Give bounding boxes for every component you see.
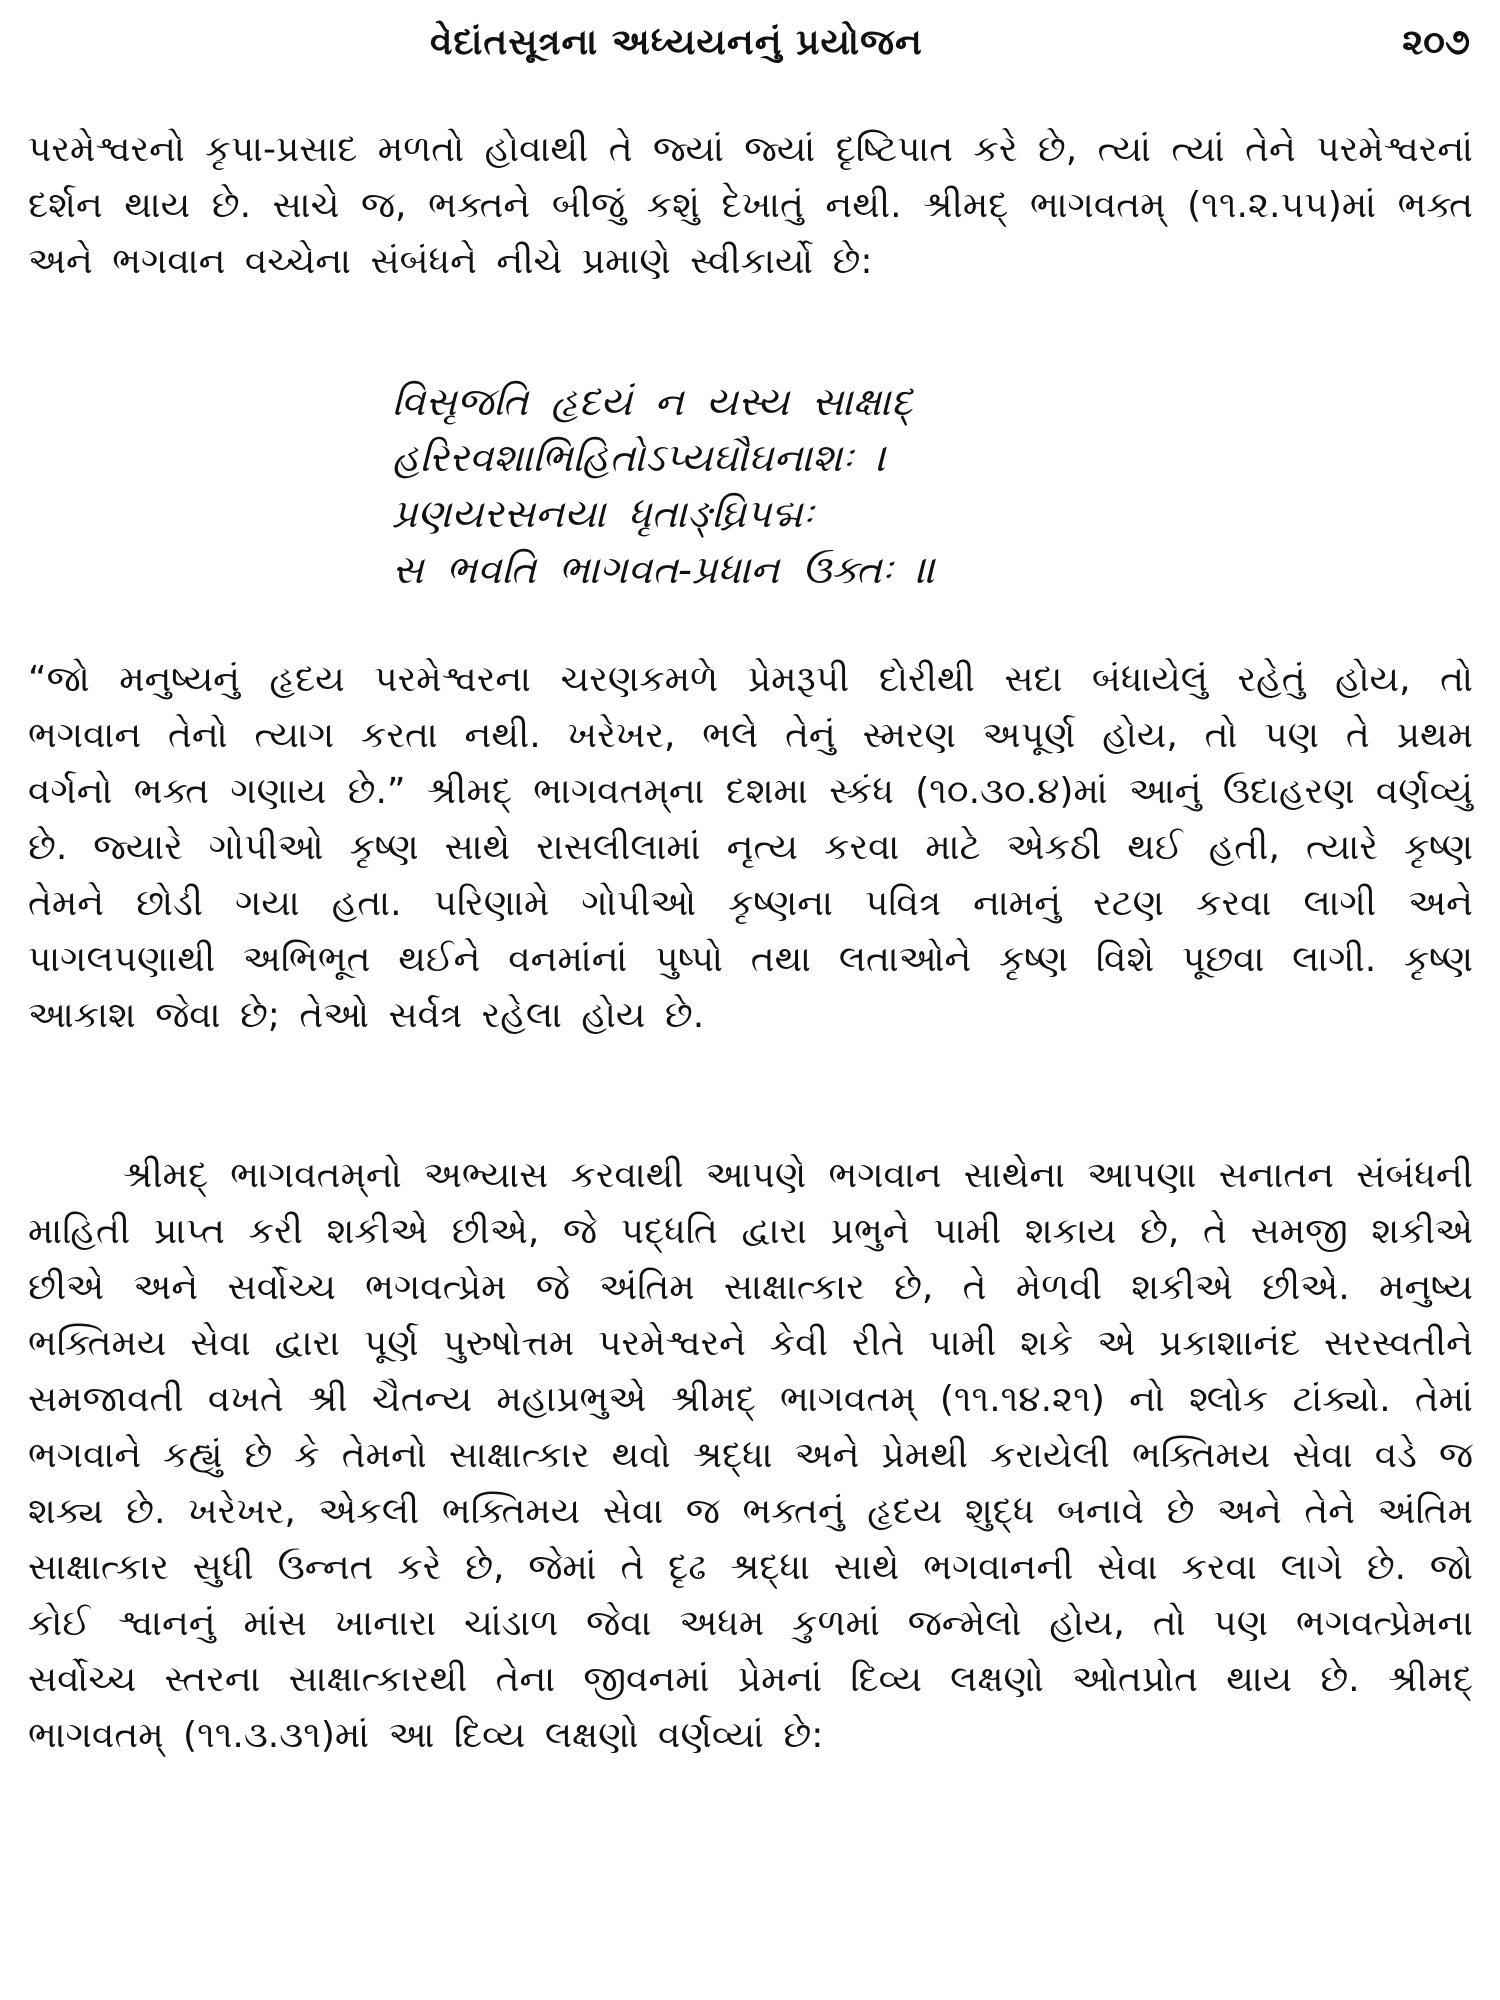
verse-line-4: સ ભવતિ ભાગવત-પ્રધાન ઉક્તઃ ॥ (392, 548, 936, 593)
verse-line-2: હરિરવશાભિહિતોઽપ્યઘૌઘનાશઃ । (392, 436, 887, 481)
verse-line-3: પ્રણયરસનયા ધૃતાઙ્‌ઘ્રિપદ્મઃ (392, 492, 814, 537)
chapter-title: વેદાંતસૂત્રના અધ્યયનનું પ્રયોજન (430, 22, 923, 63)
paragraph-3: શ્રીમદ્ ભાગવતમ્‌નો અભ્યાસ કરવાથી આપણે ભગવાન સાથેના આપણા સનાતન સંબંધની માહિતી પ્રાપ્ત કરી શકીએ છીએ, જે પદ્ધતિ દ્વારા પ્રભુને પામી શકાય છે, તે સમજી શકીએ છીએ અને સર્વોચ્ચ ભગવત્પ્રેમ જે અંતિમ સાક્ષાત્કાર છે, તે મેળવી શકીએ છીએ. મનુષ્ય ભક્તિમય સેવા દ્વારા પૂર્ણ પુરુષોત્તમ પરમેશ્વરને કેવી રીતે પામી શકે એ પ્રકાશાનંદ સરસ્વતીને સમજાવતી વખતે શ્રી ચૈતન્ય મહાપ્રભુએ શ્રીમદ્ ભાગવતમ્ (૧૧.૧૪.૨૧) નો શ્લોક ટાંક્યો. તેમાં ભગવાને કહ્યું છે કે તેમનો સાક્ષાત્કાર થવો શ્રદ્ધા અને પ્રેમથી કરાયેલી ભક્તિમય સેવા વડે જ શક્ય છે. ખરેખર, એકલી ભક્તિમય સેવા જ ભક્તનું હૃદય શુદ્ધ બનાવે છે અને તેને અંતિમ સાક્ષાત્કાર સુધી ઉન્નત કરે છે, જેમાં તે દૃઢ શ્રદ્ધા સાથે ભગવાનની સેવા કરવા લાગે છે. જો કોઈ શ્વાનનું માંસ ખાનારા ચાંડાળ જેવા અધમ કુળમાં જન્મેલો હોય, તો પણ ભગવત્પ્રેમના સર્વોચ્ચ સ્તરના સાક્ષાત્કારથી તેના જીવનમાં પ્રેમનાં દિવ્ય લક્ષણો ઓતપ્રોત થાય છે. શ્રીમદ્ ભાગવતમ્ (૧૧.૩.૩૧)માં આ દિવ્ય લક્ષણો વર્ણવ્યાં છે: (28, 1155, 1473, 1756)
verse-line-1: વિસૃજતિ હૃદયં ન યસ્ય સાક્ષાદ્ (392, 380, 913, 425)
paragraph-1: પરમેશ્વરનો કૃપા-પ્રસાદ મળતો હોવાથી તે જ્યાં જ્યાં દૃષ્ટિપાત કરે છે, ત્યાં ત્યાં તેને પરમેશ્વરનાં દર્શન થાય છે. સાચે જ, ભક્તને બીજું કશું દેખાતું નથી. શ્રીમદ્ ભાગવતમ્ (૧૧.૨.૫૫)માં ભક્ત અને ભગવાન વચ્ચેના સંબંધને નીચે પ્રમાણે સ્વીકાર્યો છે: (28, 129, 1473, 282)
sanskrit-verse (392, 375, 1292, 599)
paragraph-2: “જો મનુષ્યનું હૃદય પરમેશ્વરના ચરણકમળે પ્રેમરૂપી દોરીથી સદા બંધાયેલું રહેતું હોય, તો ભગવાન તેનો ત્યાગ કરતા નથી. ખરેખર, ભલે તેનું સ્મરણ અપૂર્ણ હોય, તો પણ તે પ્રથમ વર્ગનો ભક્ત ગણાય છે.” શ્રીમદ્ ભાગવતમ્‌ના દશમા સ્કંધ (૧૦.૩૦.૪)માં આનું ઉદાહરણ વર્ણવ્યું છે. જ્યારે ગોપીઓ કૃષ્ણ સાથે રાસલીલામાં નૃત્ય કરવા માટે એકઠી થઈ હતી, ત્યારે કૃષ્ણ તેમને છોડી ગયા હતા. પરિણામે ગોપીઓ કૃષ્ણના પવિત્ર નામનું રટણ કરવા લાગી અને પાગલપણાથી અભિભૂત થઈને વનમાંનાં પુષ્પો તથા લતાઓને કૃષ્ણ વિશે પૂછવા લાગી. કૃષ્ણ આકાશ જેવા છે; તેઓ સર્વત્ર રહેલા હોય છે. (28, 659, 1473, 1036)
page-number: ૨૦૭ (1402, 22, 1470, 63)
running-header (0, 22, 1500, 82)
